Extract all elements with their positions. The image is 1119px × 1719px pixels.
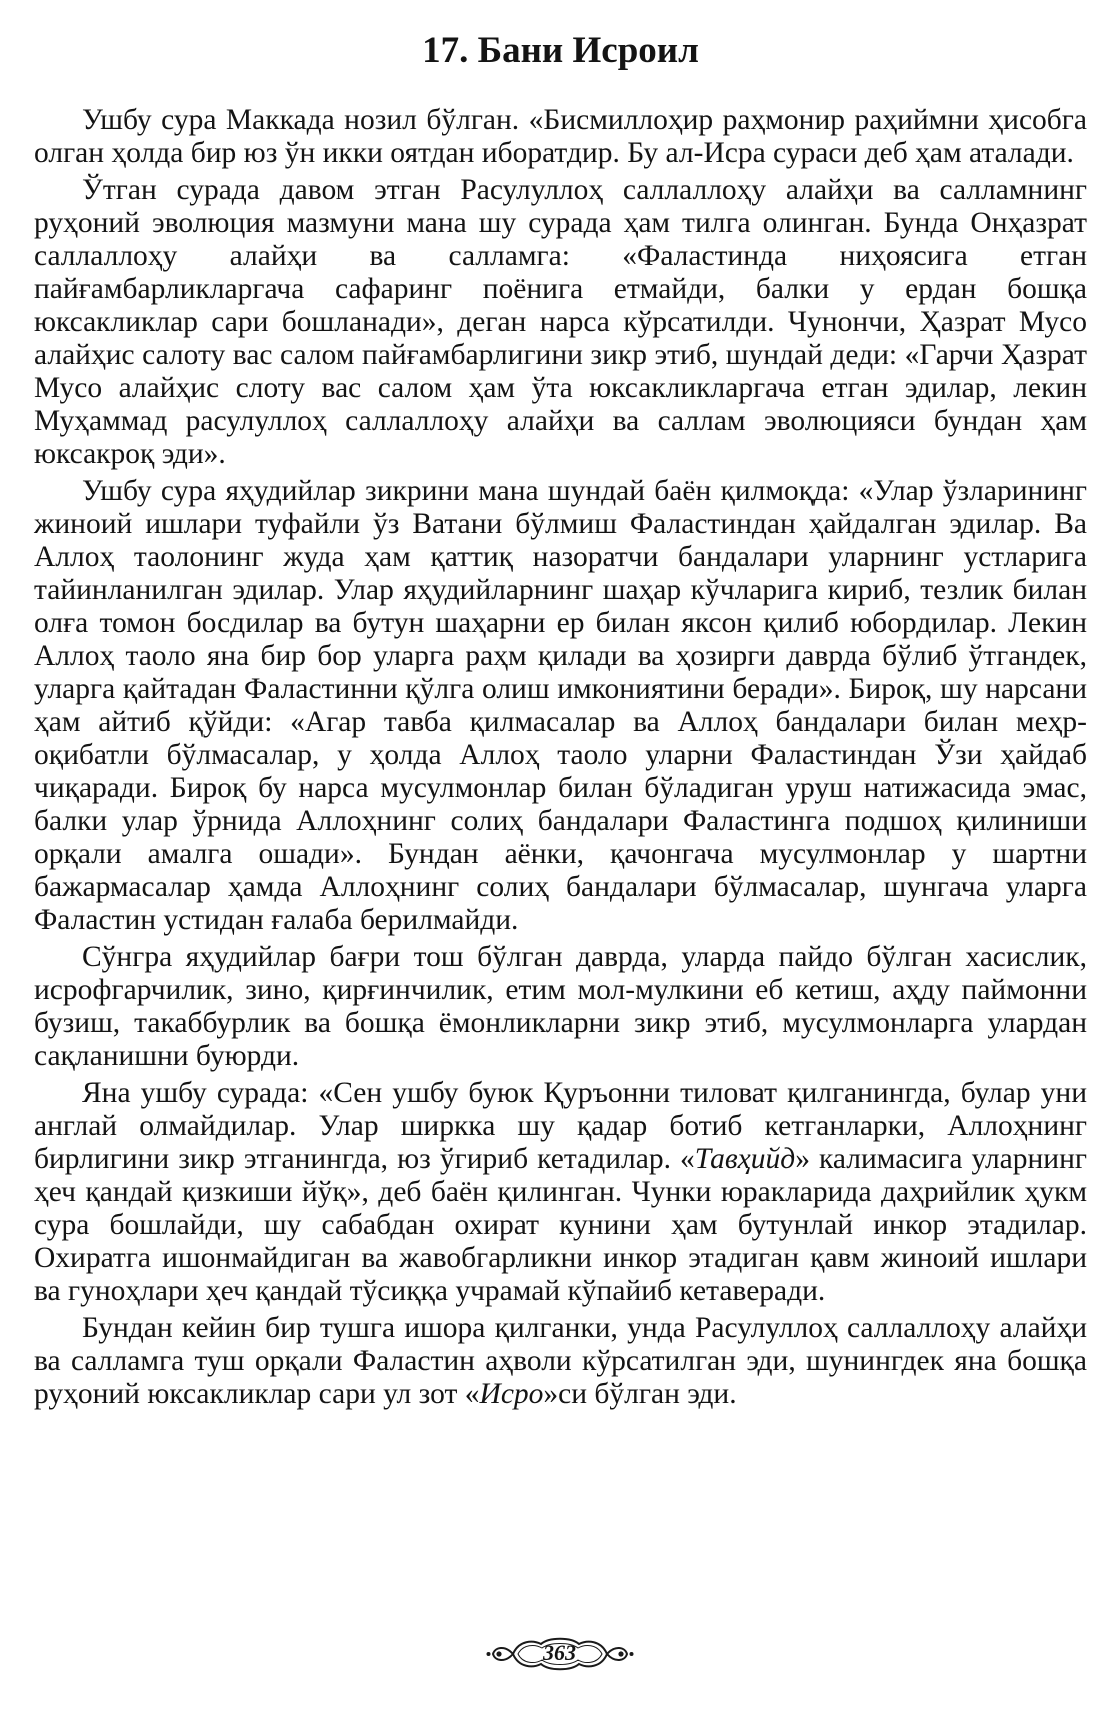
paragraph-4: Сўнгра яҳудийлар бағри тош бўлган даврда, уларда пайдо бўлган хасислик, исрофгарчилик, зино, қирғинчилик, етим мол-мулкини еб кетиш, аҳду паймонни бузиш, такаббурлик ва бошқа ёмонликларни зикр этиб, мусулмонларга улардан сақланишни буюрди. <box>34 941 1087 1072</box>
isro-term: Исро <box>479 1378 544 1410</box>
paragraph-5-text-start: Яна ушбу сурада: «Сен ушбу буюк Қуръонни тиловат қилганингда, булар уни англай олмайдилар. Улар ширкка шу қадар ботиб кетганларки, Аллоҳнинг бирлигини зикр этганингда, юз ўгириб кетадилар. « <box>34 1077 1087 1175</box>
paragraph-6 <box>34 1312 1087 1411</box>
page-number-footer <box>0 1633 1119 1675</box>
paragraph-6-text-end: »си бўлган эди. <box>543 1378 737 1410</box>
tawhid-term: Тавҳийд <box>694 1143 796 1175</box>
paragraph-5 <box>34 1077 1087 1308</box>
page-number-ornament <box>485 1633 635 1675</box>
paragraph-6-text-start: Бундан кейин бир тушга ишора қилганки, унда Расулуллоҳ саллаллоҳу алайҳи ва салламга туш орқали Фаластин аҳволи кўрсатилган эди, шунингдек яна бошқа руҳоний юксакликлар сари ул зот « <box>34 1312 1087 1410</box>
document-body <box>34 104 1087 1411</box>
paragraph-1: Ушбу сура Маккада нозил бўлган. «Бисмиллоҳир раҳмонир раҳиймни ҳисобга олган ҳолда бир юз ўн икки оятдан иборатдир. Бу ал-Исра сураси деб ҳам аталади. <box>34 104 1087 169</box>
paragraph-3: Ушбу сура яҳудийлар зикрини мана шундай баён қилмоқда: «Улар ўзларининг жиноий ишлари туфайли ўз Ватани бўлмиш Фаластиндан ҳайдалган эдилар. Ва Аллоҳ таолонинг жуда ҳам қаттиқ назоратчи бандалари уларнинг устларига тайинланилган эдилар. Улар яҳудийларнинг шаҳар кўчларига кириб, тезлик билан олға томон босдилар ва бутун шаҳарни ер билан яксон қилиб юбордилар. Лекин Аллоҳ таоло яна бир бор уларга раҳм қилади ва ҳозирги даврда бўлиб ўтгандек, уларга қайтадан Фаластинни қўлга олиш имкониятини беради». Бироқ, шу нарсани ҳам айтиб қўйди: «Агар тавба қилмасалар ва Аллоҳ бандалари билан меҳроқибатли бўлмасалар, у ҳолда Аллоҳ таоло уларни Фаластиндан Ўзи ҳайдаб чиқаради. Бироқ бу нарса мусулмонлар билан бўладиган уруш натижасида эмас, балки улар ўрнида Аллоҳнинг солиҳ бандалари Фаластинга подшоҳ қилиниши орқали амалга ошади». Бундан аёнки, қачонгача мусулмонлар у шартни бажармасалар ҳамда Аллоҳнинг солиҳ бандалари бўлмасалар, шунгача уларга Фаластин устидан ғалаба берилмайди. <box>34 475 1087 936</box>
paragraph-5-text-end: » калимасига уларнинг ҳеч қандай қизкиши йўқ», деб баён қилинган. Чунки юракларида даҳрийлик ҳукм сура бошлайди, шу сабабдан охират кунини ҳам бутунлай инкор этадилар. Охиратга ишонмайдиган ва жавобгарликни инкор этадиган қавм жиноий ишлари ва гуноҳлари ҳеч қандай тўсиққа учрамай кўпайиб кетаверади. <box>34 1143 1087 1307</box>
chapter-title: 17. Бани Исроил <box>422 30 699 71</box>
paragraph-2: Ўтган сурада давом этган Расулуллоҳ саллаллоҳу алайҳи ва салламнинг руҳоний эволюция мазмуни мана шу сурада ҳам тилга олинган. Бунда Онҳазрат саллаллоҳу алайҳи ва салламга: «Фаластинда ниҳоясига етган пайғамбарликларгача сафаринг поёнига етмайди, балки у ердан бошқа юксакликлар сари бошланади», деган нарса кўрсатилди. Чунончи, Ҳазрат Мусо алайҳис салоту вас салом пайғамбарлигини зикр этиб, шундай деди: «Гарчи Ҳазрат Мусо алайҳис слоту вас салом ҳам ўта юксакликларгача етган эдилар, лекин Муҳаммад расулуллоҳ саллаллоҳу алайҳи ва саллам эволюцияси бундан ҳам юксакроқ эди». <box>34 174 1087 470</box>
page-number: 363 <box>543 1640 576 1665</box>
